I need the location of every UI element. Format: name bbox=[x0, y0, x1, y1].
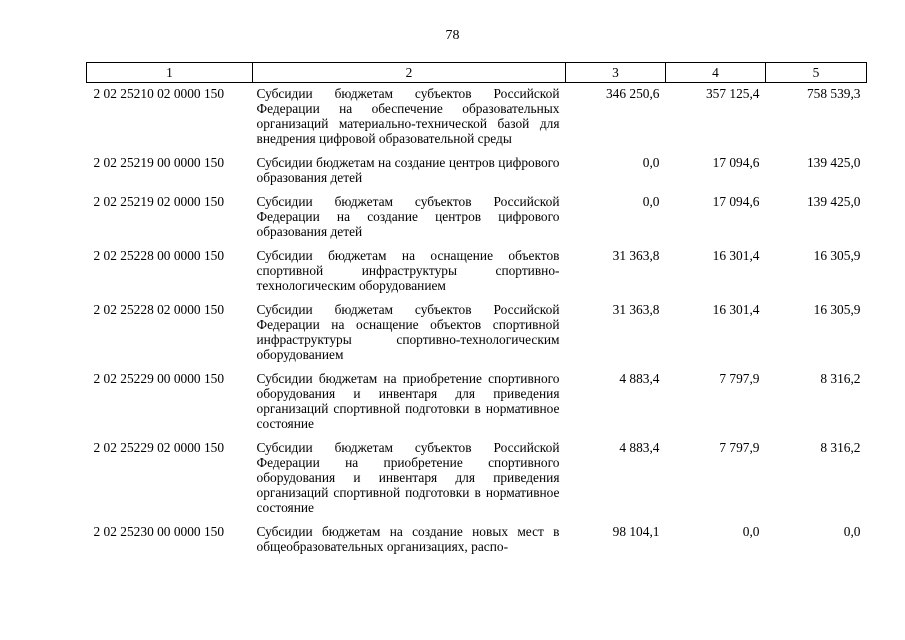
header-col-1: 1 bbox=[87, 63, 253, 83]
budget-code: 2 02 25229 00 0000 150 bbox=[93, 371, 225, 386]
value-col-3: 98 104,1 bbox=[612, 524, 660, 539]
value-col-4: 17 094,6 bbox=[712, 155, 760, 170]
table-row bbox=[87, 152, 867, 191]
row-description: Субсидии бюджетам субъектов Российской Федерации на обеспечение образовательных организаций материально-технической базой для внедрения цифровой образовательной среды bbox=[256, 86, 560, 146]
header-col-2: 2 bbox=[253, 63, 566, 83]
value-col-4: 0,0 bbox=[742, 524, 760, 539]
value-col-4: 16 301,4 bbox=[712, 248, 760, 263]
value-col-5: 16 305,9 bbox=[813, 302, 861, 317]
value-col-5: 8 316,2 bbox=[820, 440, 861, 455]
table-row bbox=[87, 83, 867, 153]
value-col-5: 16 305,9 bbox=[813, 248, 861, 263]
header-col-4: 4 bbox=[666, 63, 766, 83]
value-col-3: 31 363,8 bbox=[612, 302, 660, 317]
value-col-5: 0,0 bbox=[843, 524, 861, 539]
row-description: Субсидии бюджетам на создание центров цифрового образования детей bbox=[256, 155, 560, 185]
table-row bbox=[87, 368, 867, 437]
budget-code: 2 02 25210 02 0000 150 bbox=[93, 86, 225, 101]
value-col-4: 7 797,9 bbox=[719, 440, 760, 455]
budget-table bbox=[86, 62, 867, 560]
value-col-3: 0,0 bbox=[642, 155, 660, 170]
table-row bbox=[87, 437, 867, 521]
header-col-5: 5 bbox=[766, 63, 867, 83]
value-col-5: 758 539,3 bbox=[806, 86, 861, 101]
page-number: 78 bbox=[445, 28, 460, 43]
budget-code: 2 02 25219 00 0000 150 bbox=[93, 155, 225, 170]
value-col-5: 139 425,0 bbox=[806, 155, 861, 170]
row-description: Субсидии бюджетам субъектов Российской Федерации на оснащение объектов спортивной инфраструктуры спортивно-технологическим оборудованием bbox=[256, 302, 560, 362]
budget-code: 2 02 25228 02 0000 150 bbox=[93, 302, 225, 317]
value-col-3: 4 883,4 bbox=[619, 371, 660, 386]
value-col-4: 16 301,4 bbox=[712, 302, 760, 317]
value-col-3: 31 363,8 bbox=[612, 248, 660, 263]
table-row bbox=[87, 521, 867, 560]
value-col-5: 139 425,0 bbox=[806, 194, 861, 209]
row-description: Субсидии бюджетам субъектов Российской Федерации на приобретение спортивного оборудования и инвентаря для приведения организаций спортивной подготовки в нормативное состояние bbox=[256, 440, 560, 515]
table-row bbox=[87, 191, 867, 245]
header-col-3: 3 bbox=[566, 63, 666, 83]
table-row bbox=[87, 245, 867, 299]
value-col-4: 357 125,4 bbox=[705, 86, 760, 101]
budget-code: 2 02 25229 02 0000 150 bbox=[93, 440, 225, 455]
row-description: Субсидии бюджетам субъектов Российской Федерации на создание центров цифрового образования детей bbox=[256, 194, 560, 239]
value-col-3: 0,0 bbox=[642, 194, 660, 209]
value-col-4: 17 094,6 bbox=[712, 194, 760, 209]
budget-code: 2 02 25219 02 0000 150 bbox=[93, 194, 225, 209]
table-header-row bbox=[87, 63, 867, 83]
value-col-3: 4 883,4 bbox=[619, 440, 660, 455]
budget-code: 2 02 25230 00 0000 150 bbox=[93, 524, 225, 539]
row-description: Субсидии бюджетам на оснащение объектов спортивной инфраструктуры спортивно-технологическим оборудованием bbox=[256, 248, 560, 293]
budget-code: 2 02 25228 00 0000 150 bbox=[93, 248, 225, 263]
row-description: Субсидии бюджетам на создание новых мест в общеобразовательных организациях, распо- bbox=[256, 524, 560, 554]
value-col-4: 7 797,9 bbox=[719, 371, 760, 386]
value-col-5: 8 316,2 bbox=[820, 371, 861, 386]
table-row bbox=[87, 299, 867, 368]
value-col-3: 346 250,6 bbox=[605, 86, 660, 101]
row-description: Субсидии бюджетам на приобретение спортивного оборудования и инвентаря для приведения организаций спортивной подготовки в нормативное состояние bbox=[256, 371, 560, 431]
